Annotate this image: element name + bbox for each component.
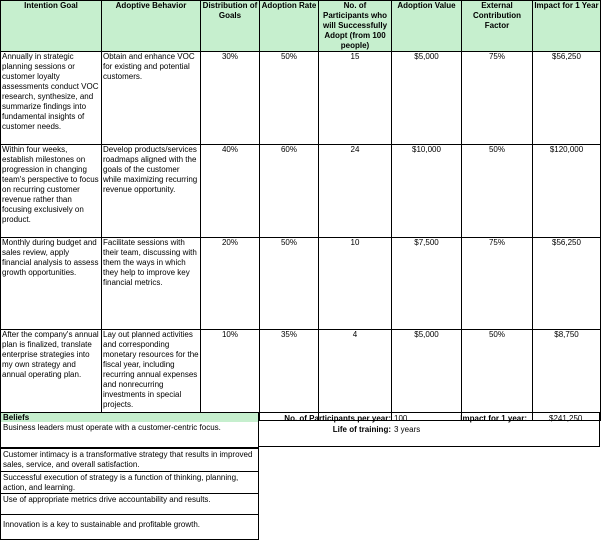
distribution-cell: 10% xyxy=(201,330,260,421)
belief-item: Use of appropriate metrics drive accountability and results. xyxy=(0,494,259,515)
adoption-rate-cell: 50% xyxy=(260,52,319,145)
impact-cell: $120,000 xyxy=(533,145,601,238)
header-adoptive-behavior: Adoptive Behavior xyxy=(102,1,201,52)
impact-cell: $56,250 xyxy=(533,52,601,145)
summary-box xyxy=(259,412,600,447)
table-row xyxy=(1,52,601,145)
adoption-value-cell: $5,000 xyxy=(392,52,462,145)
life-of-training-label: Life of training: xyxy=(332,425,391,434)
participants-cell: 10 xyxy=(319,238,392,330)
external-factor-cell: 50% xyxy=(462,145,533,238)
goal-cell: Within four weeks, establish milestones on progression in changing team's perspective to focus on recurring customer revenue rather than focusing exclusively on product. xyxy=(1,145,102,238)
goal-cell: Monthly during budget and sales review, apply financial analysis to assess growth opportunities. xyxy=(1,238,102,330)
header-impact: Impact for 1 Year xyxy=(533,1,601,52)
external-factor-cell: 50% xyxy=(462,330,533,421)
adoption-rate-cell: 35% xyxy=(260,330,319,421)
external-factor-cell: 75% xyxy=(462,238,533,330)
behavior-cell: Obtain and enhance VOC for existing and potential customers. xyxy=(102,52,201,145)
external-factor-cell: 75% xyxy=(462,52,533,145)
belief-item: Innovation is a key to sustainable and profitable growth. xyxy=(0,515,259,540)
header-adoption-rate: Adoption Rate xyxy=(260,1,319,52)
header-adoption-value: Adoption Value xyxy=(392,1,462,52)
behavior-cell: Lay out planned activities and corresponding monetary resources for the fiscal year, including recurring annual expenses and nonrecurring investments in special projects. xyxy=(102,330,201,421)
participants-cell: 24 xyxy=(319,145,392,238)
participants-cell: 4 xyxy=(319,330,392,421)
behavior-cell: Develop products/services roadmaps aligned with the goals of the customer while maximizing recurring revenue opportunity. xyxy=(102,145,201,238)
life-of-training-value: 3 years xyxy=(394,425,421,434)
goal-cell: Annually in strategic planning sessions or customer loyalty assessments conduct VOC research, synthesize, and summarize findings into fundamental insights of customer needs. xyxy=(1,52,102,145)
adoption-value-cell: $5,000 xyxy=(392,330,462,421)
impact-cell: $8,750 xyxy=(533,330,601,421)
distribution-cell: 30% xyxy=(201,52,260,145)
header-row xyxy=(1,1,601,52)
belief-item: Business leaders must operate with a customer-centric focus. xyxy=(0,422,259,448)
header-distribution: Distribution of Goals xyxy=(201,1,260,52)
distribution-cell: 20% xyxy=(201,238,260,330)
participants-per-year-value: 100 xyxy=(394,414,408,423)
header-intention-goal: Intention Goal xyxy=(1,1,102,52)
adoption-value-cell: $7,500 xyxy=(392,238,462,330)
goal-cell: After the company's annual plan is finalized, translate enterprise strategies into my own strategy and annual operating plan. xyxy=(1,330,102,421)
distribution-cell: 40% xyxy=(201,145,260,238)
belief-item: Customer intimacy is a transformative strategy that results in improved sales, service, and overall satisfaction. xyxy=(0,448,259,472)
header-external-factor: External Contribution Factor xyxy=(462,1,533,52)
table-row xyxy=(1,330,601,421)
participants-per-year-label: No. of Participants per year: xyxy=(284,414,391,423)
impact-1-year-value: $241,250 xyxy=(549,414,583,423)
header-participants: No. of Participants who will Successfully Adopt (from 100 people) xyxy=(319,1,392,52)
table-row xyxy=(1,145,601,238)
impact-1-year-label: Impact for 1 year: xyxy=(460,414,527,423)
belief-item: Successful execution of strategy is a function of thinking, planning, action, and learning. xyxy=(0,472,259,494)
impact-cell: $56,250 xyxy=(533,238,601,330)
behavior-cell: Facilitate sessions with their team, discussing with them the ways in which they help to improve key financial metrics. xyxy=(102,238,201,330)
beliefs-heading: Beliefs xyxy=(0,412,259,422)
adoption-rate-cell: 50% xyxy=(260,238,319,330)
table-row xyxy=(1,238,601,330)
participants-cell: 15 xyxy=(319,52,392,145)
adoption-value-cell: $10,000 xyxy=(392,145,462,238)
adoption-rate-cell: 60% xyxy=(260,145,319,238)
bottom-section xyxy=(0,412,601,540)
